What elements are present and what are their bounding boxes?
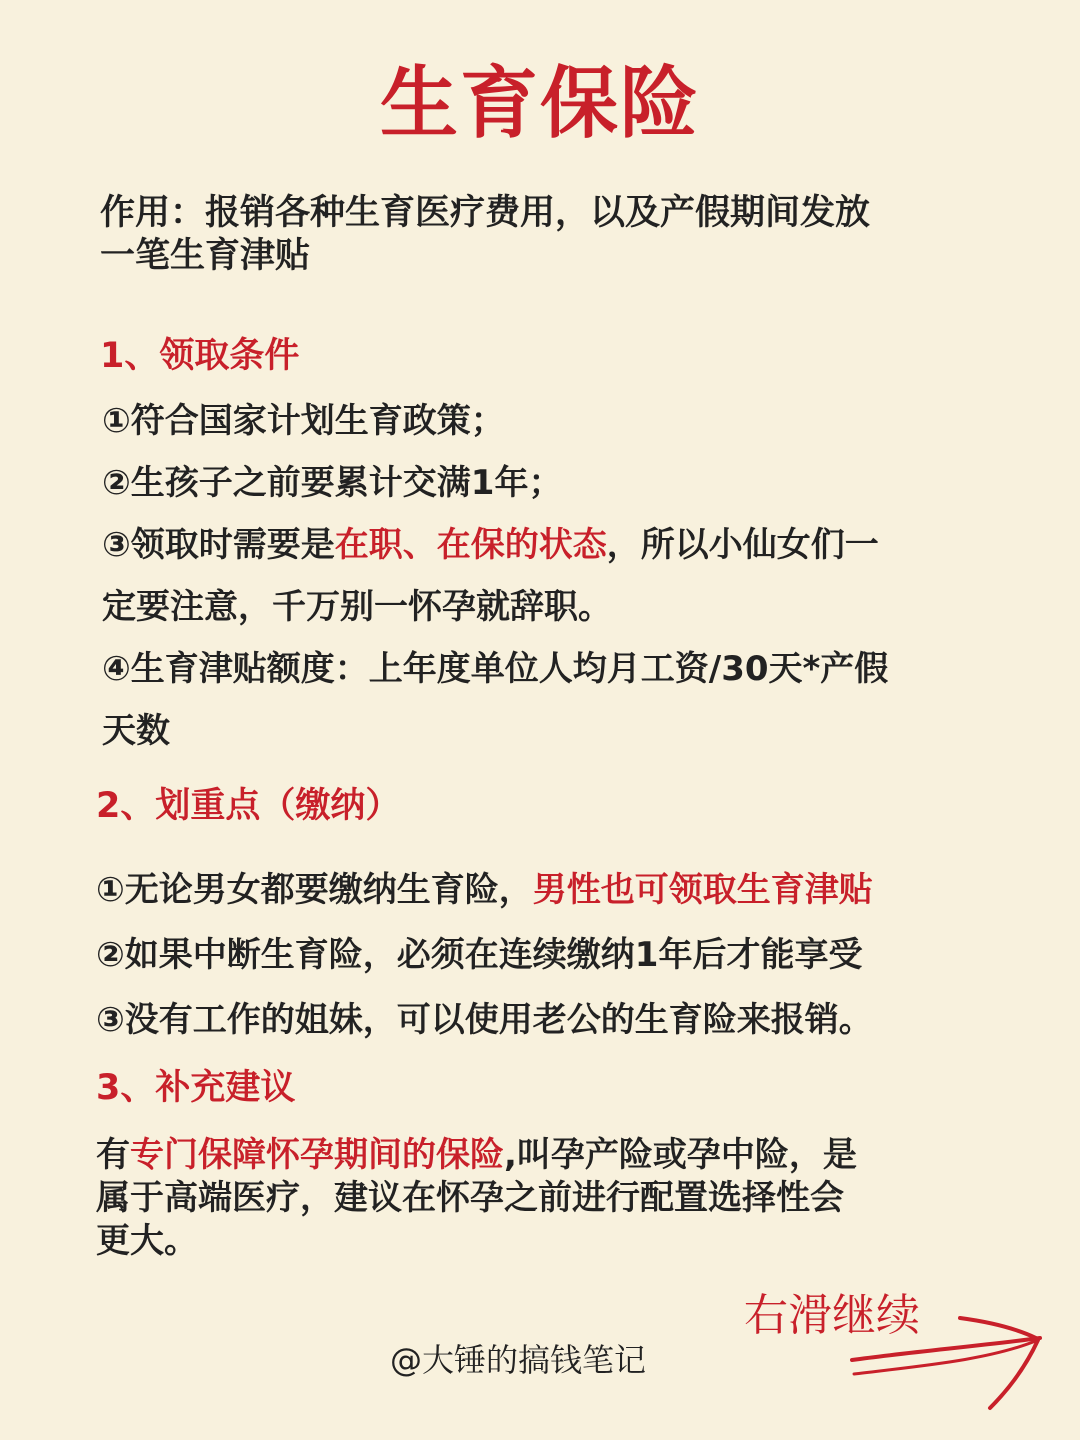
- author-credit: @大锤的搞钱笔记: [390, 1341, 647, 1379]
- section-3-heading: 3、补充建议: [96, 1068, 296, 1108]
- list-item: ①符合国家计划生育政策；: [102, 401, 505, 441]
- list-item: ④生育津贴额度：上年度单位人均月工资/30天*产假: [102, 649, 889, 689]
- intro-paragraph: [100, 192, 980, 278]
- intro-line-2: 一笔生育津贴: [100, 236, 311, 276]
- paragraph-text: ,叫孕产险或孕中险，是: [504, 1135, 857, 1175]
- highlight-text: 男性也可领取生育津贴: [532, 870, 873, 910]
- paragraph-line: [96, 1134, 976, 1177]
- page-title: 生育保险: [379, 58, 700, 149]
- intro-line-1: 作用：报销各种生育医疗费用，以及产假期间发放: [100, 193, 871, 233]
- highlight-text: 在职、在保的状态: [334, 525, 607, 565]
- list-item: [96, 858, 996, 923]
- list-item: [102, 514, 982, 576]
- list-item-text: ③领取时需要是: [102, 525, 335, 565]
- section-1-list: [102, 390, 982, 762]
- list-item: ②如果中断生育险，必须在连续缴纳1年后才能享受: [96, 935, 863, 975]
- list-item: ③没有工作的姐妹，可以使用老公的生育险来报销。: [96, 1000, 873, 1040]
- list-item: ②生孩子之前要累计交满1年；: [102, 463, 563, 503]
- swipe-hint: 右滑继续: [744, 1290, 920, 1341]
- list-item-continuation: 定要注意，千万别一怀孕就辞职。: [102, 587, 612, 627]
- swipe-right-arrow-icon: [840, 1300, 1060, 1420]
- list-item-text: ①无论男女都要缴纳生育险，: [96, 870, 533, 910]
- paragraph-text: 有: [96, 1135, 130, 1175]
- list-item-continuation: 天数: [102, 711, 170, 751]
- section-2-list: [96, 858, 996, 1053]
- list-item-text: ，所以小仙女们一: [606, 525, 879, 565]
- highlight-text: 专门保障怀孕期间的保险: [130, 1135, 504, 1175]
- section-1-heading: 1、领取条件: [100, 336, 300, 376]
- paragraph-line: 属于高端医疗，建议在怀孕之前进行配置选择性会: [96, 1178, 844, 1218]
- section-2-heading: 2、划重点（缴纳）: [96, 786, 401, 826]
- paragraph-line: 更大。: [96, 1221, 198, 1261]
- section-3-paragraph: [96, 1134, 976, 1263]
